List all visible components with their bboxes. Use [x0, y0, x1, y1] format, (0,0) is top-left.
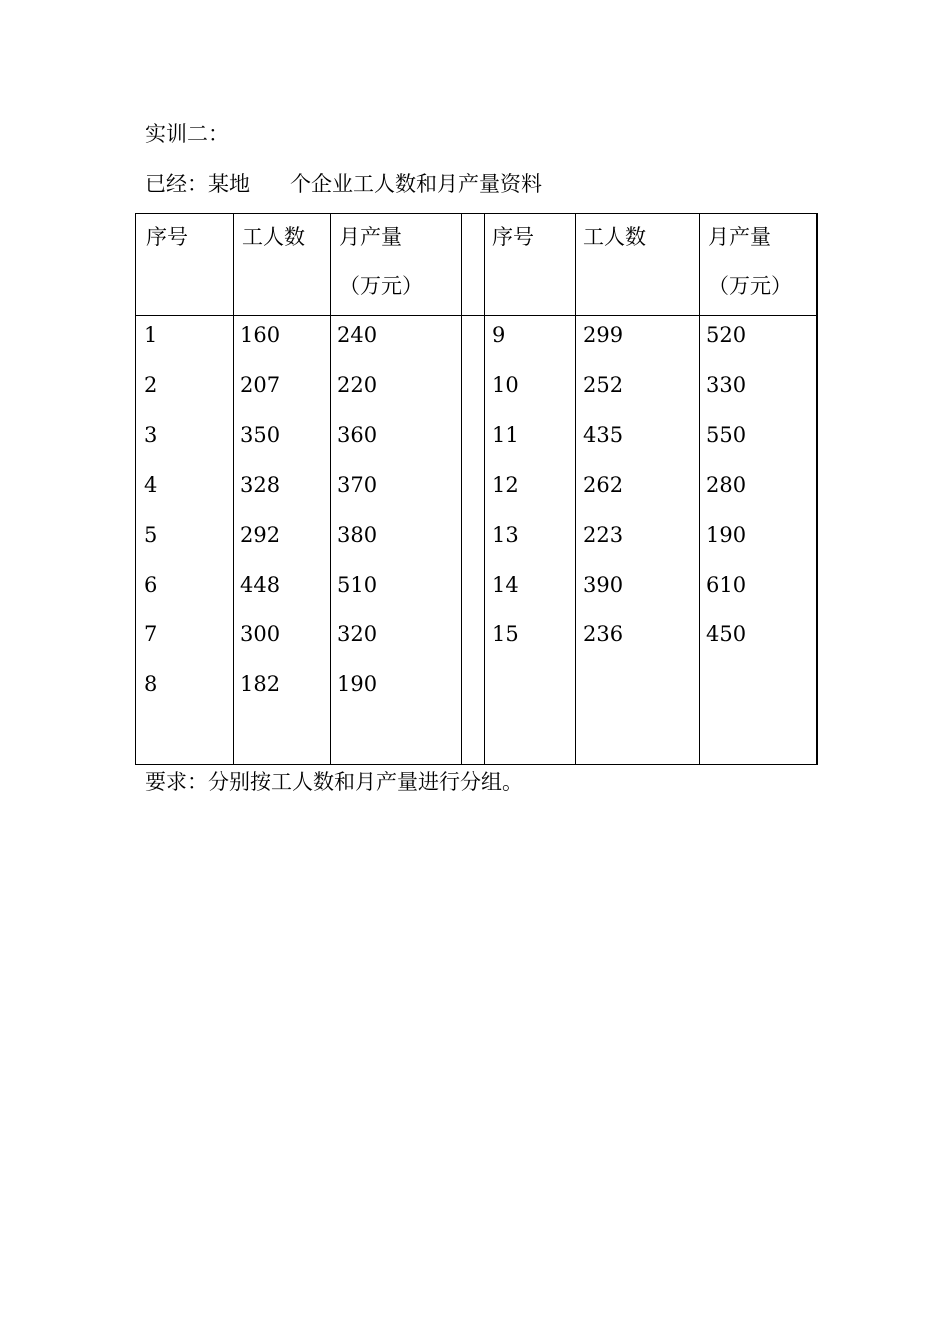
cell-workers: 207 — [240, 373, 281, 397]
cell-output: 520 — [706, 323, 747, 347]
header-unit-right: （万元） — [708, 274, 792, 298]
cell-output: 220 — [337, 373, 378, 397]
table-rule — [330, 214, 331, 764]
cell-output: 190 — [337, 672, 378, 696]
cell-output: 280 — [706, 473, 747, 497]
cell-workers: 292 — [240, 523, 281, 547]
cell-seq: 7 — [144, 622, 158, 646]
cell-workers: 223 — [583, 523, 624, 547]
cell-seq: 5 — [144, 523, 158, 547]
cell-seq: 8 — [144, 672, 158, 696]
table-rule — [575, 214, 576, 764]
cell-seq: 1 — [144, 323, 158, 347]
cell-seq: 14 — [492, 573, 519, 597]
cell-output: 320 — [337, 622, 378, 646]
data-table — [135, 213, 818, 765]
table-rule — [233, 214, 234, 764]
cell-output: 510 — [337, 573, 378, 597]
cell-workers: 182 — [240, 672, 281, 696]
table-rule — [699, 214, 700, 764]
cell-workers: 299 — [583, 323, 624, 347]
cell-output: 550 — [706, 423, 747, 447]
cell-workers: 350 — [240, 423, 281, 447]
cell-workers: 160 — [240, 323, 281, 347]
cell-seq: 15 — [492, 622, 519, 646]
cell-seq: 4 — [144, 473, 158, 497]
table-rule — [461, 214, 462, 764]
given-statement: 已经：某地 个企业工人数和月产量资料 — [145, 172, 543, 196]
cell-seq: 6 — [144, 573, 158, 597]
requirement-text: 要求：分别按工人数和月产量进行分组。 — [145, 770, 523, 794]
cell-output: 240 — [337, 323, 378, 347]
cell-workers: 328 — [240, 473, 281, 497]
header-divider — [136, 315, 816, 316]
cell-workers: 236 — [583, 622, 624, 646]
cell-output: 370 — [337, 473, 378, 497]
header-output-right: 月产量 — [708, 225, 771, 249]
exercise-title: 实训二： — [145, 122, 229, 146]
cell-seq: 3 — [144, 423, 158, 447]
header-seq-left: 序号 — [146, 225, 188, 249]
header-seq-right: 序号 — [492, 225, 534, 249]
header-unit-left: （万元） — [339, 274, 423, 298]
header-output-left: 月产量 — [339, 225, 402, 249]
cell-workers: 252 — [583, 373, 624, 397]
cell-workers: 300 — [240, 622, 281, 646]
cell-workers: 448 — [240, 573, 281, 597]
header-workers-left: 工人数 — [242, 225, 305, 249]
table-rule — [484, 214, 485, 764]
cell-workers: 390 — [583, 573, 624, 597]
cell-output: 190 — [706, 523, 747, 547]
cell-seq: 12 — [492, 473, 519, 497]
cell-seq: 11 — [492, 423, 519, 447]
cell-seq: 9 — [492, 323, 506, 347]
cell-output: 330 — [706, 373, 747, 397]
header-workers-right: 工人数 — [583, 225, 646, 249]
cell-workers: 435 — [583, 423, 624, 447]
cell-seq: 10 — [492, 373, 519, 397]
cell-seq: 2 — [144, 373, 158, 397]
cell-output: 380 — [337, 523, 378, 547]
cell-workers: 262 — [583, 473, 624, 497]
cell-output: 450 — [706, 622, 747, 646]
cell-output: 610 — [706, 573, 747, 597]
cell-output: 360 — [337, 423, 378, 447]
cell-seq: 13 — [492, 523, 519, 547]
